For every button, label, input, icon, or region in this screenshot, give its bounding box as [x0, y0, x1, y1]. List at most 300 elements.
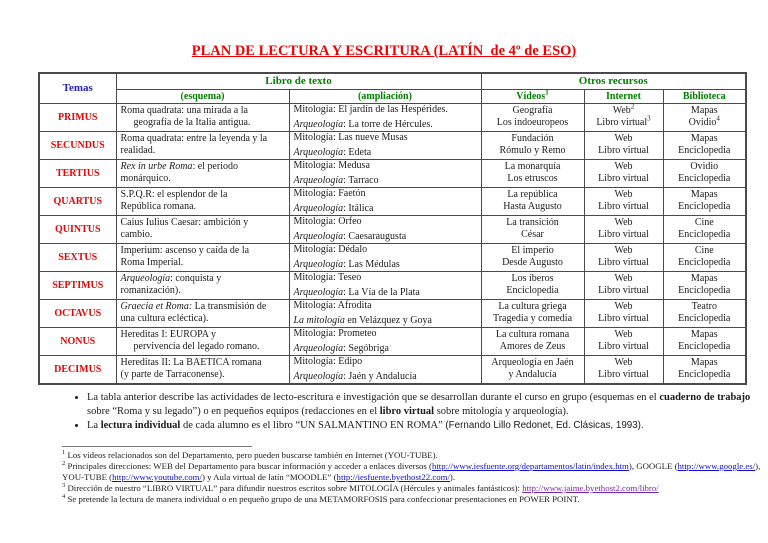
text-run: La transmisión de [192, 301, 267, 312]
text-run: Enciclopedia [678, 369, 731, 380]
cell-videos [481, 159, 584, 187]
tema-label: NONUS [39, 327, 116, 355]
text-run: Caius Iulius Caesar: ambición y [120, 217, 249, 228]
text-run: Mapas [690, 357, 718, 368]
text-line [486, 301, 580, 313]
tema-label: DECIMUS [39, 355, 116, 384]
text-run: ), YOU-TUBE ( [62, 461, 761, 482]
table-row-quintus [39, 215, 746, 243]
text-line [486, 357, 580, 369]
cell-biblioteca [663, 243, 746, 271]
cell-esquema [116, 131, 289, 159]
text-run: : Caesaraugusta [343, 230, 407, 242]
text-line [589, 189, 659, 201]
cell-ampliacion [289, 271, 481, 299]
cell-internet [584, 299, 663, 327]
text-run: Enciclopedia [678, 145, 731, 156]
text-run: Libro virtual [598, 201, 649, 212]
text-line [668, 114, 742, 129]
text-line [589, 341, 659, 353]
text-run: Mapas [690, 133, 718, 144]
text-line [121, 189, 285, 201]
text-run: La república [507, 189, 558, 200]
text-run: : el periodo [192, 161, 238, 172]
text-line [668, 285, 742, 297]
text-run: Ovidio [688, 117, 717, 128]
cell-internet [584, 243, 663, 271]
text-run: Libro virtual [598, 313, 649, 324]
text-line [121, 117, 285, 129]
text-line [121, 217, 285, 229]
cell-videos [481, 271, 584, 299]
text-line [668, 341, 742, 353]
text-line [668, 273, 742, 285]
col-header-ampliacion: (ampliación) [289, 89, 481, 103]
text-line [486, 161, 580, 173]
text-line [121, 161, 285, 173]
text-run: Los indoeuropeos [496, 117, 569, 128]
text-line [121, 257, 285, 269]
text-line [486, 133, 580, 145]
text-run: Principales direcciones: WEB del Departamento para buscar información y acceder a enlaces diversos ( [65, 461, 432, 471]
text-run: 3 [647, 114, 651, 123]
cell-esquema [116, 159, 289, 187]
text-run: Mitología: Prometeo [293, 327, 377, 339]
text-run: pervivencia del legado romano. [133, 341, 260, 352]
text-run: Roma quadrata: una mirada a la [120, 105, 248, 116]
text-line [294, 272, 477, 284]
text-run: Mapas [690, 329, 718, 340]
text-run: de cada alumno es el libro “UN SALMANTINO EN ROMA” [180, 420, 446, 431]
text-line [294, 300, 477, 312]
cell-esquema [116, 243, 289, 271]
text-run: Enciclopedia [506, 285, 559, 296]
text-run: Web [614, 161, 633, 172]
text-line [294, 356, 477, 368]
footnote-item [62, 483, 764, 494]
text-run: Mapas [690, 189, 718, 200]
footnote-link[interactable]: http://www.jaime.byethost2.com/libro/ [522, 483, 659, 493]
footnote-number: 1 [62, 449, 66, 457]
text-line [121, 369, 285, 381]
text-line [668, 173, 742, 185]
cell-ampliacion [289, 159, 481, 187]
text-line [589, 273, 659, 285]
text-run: : conquista y [170, 273, 222, 284]
text-line [589, 173, 659, 185]
text-line [294, 119, 477, 131]
text-line [589, 229, 659, 241]
cell-videos [481, 355, 584, 384]
col-header-libro-de-texto: Libro de texto [116, 73, 481, 89]
cell-internet [584, 131, 663, 159]
text-line [121, 357, 285, 369]
text-line [121, 105, 285, 117]
text-line [121, 313, 285, 325]
text-line [294, 244, 477, 256]
text-run: : La Vía de la Plata [343, 286, 420, 298]
cell-ampliacion [289, 243, 481, 271]
text-run: : Segóbriga [343, 342, 389, 354]
text-line [294, 371, 477, 383]
text-line [294, 175, 477, 187]
text-run: (y parte de Tarraconense). [120, 369, 225, 380]
text-line [486, 245, 580, 257]
text-line [121, 301, 285, 313]
cell-ampliacion [289, 355, 481, 384]
tema-label: SEXTUS [39, 243, 116, 271]
text-run: : Itálica [343, 202, 374, 214]
text-line [486, 369, 580, 381]
text-run: Mitología: Medusa [293, 159, 370, 171]
text-run: Mitología: Orfeo [293, 215, 362, 227]
text-line [589, 285, 659, 297]
text-run: Los íberos [511, 273, 554, 284]
cell-videos [481, 103, 584, 131]
text-line [294, 328, 477, 340]
footnote-link[interactable]: http://www.google.es/ [677, 461, 756, 471]
text-line [589, 245, 659, 257]
footnote-item [62, 494, 764, 505]
cell-esquema [116, 299, 289, 327]
text-run: La mitología [293, 314, 345, 326]
col-header-temas: Temas [39, 73, 116, 103]
text-line [486, 173, 580, 185]
text-run: ). [449, 472, 456, 482]
text-line [121, 229, 285, 241]
text-run: Arqueología [293, 146, 344, 158]
text-run: Arqueología [120, 273, 171, 284]
text-run: Libro virtual [598, 173, 649, 184]
footnote-link[interactable]: http://iesfuente.byethost22.com/ [336, 472, 450, 482]
text-run: Arqueología [293, 286, 344, 298]
table-row-primus [39, 103, 746, 131]
text-run: una cultura ecléctica). [120, 313, 209, 324]
text-line [486, 341, 580, 353]
text-line [121, 341, 285, 353]
text-line [294, 216, 477, 228]
text-run: Arqueología [293, 370, 344, 382]
text-line [668, 245, 742, 257]
footnote-number: 2 [62, 460, 66, 468]
text-line [294, 160, 477, 172]
cell-biblioteca [663, 355, 746, 384]
text-run: Rómulo y Remo [499, 145, 566, 156]
col-header-esquema: (esquema) [116, 89, 289, 103]
cell-biblioteca [663, 159, 746, 187]
text-run: lectura individual [100, 420, 181, 431]
tema-label: OCTAVUS [39, 299, 116, 327]
text-line [121, 245, 285, 257]
cell-internet [584, 159, 663, 187]
table-row-decimus [39, 355, 746, 384]
text-line [294, 104, 477, 116]
text-run: Hereditas I: EUROPA y [120, 329, 216, 340]
text-run: Mitología: Las nueve Musas [293, 131, 408, 143]
text-line [121, 145, 285, 157]
text-run: 4 [716, 114, 720, 123]
text-run: República romana. [120, 201, 197, 212]
text-run: Los etruscos [507, 173, 558, 184]
cell-internet [584, 215, 663, 243]
text-run: Enciclopedia [678, 285, 731, 296]
tema-label: QUINTUS [39, 215, 116, 243]
text-run: S.P.Q.R: el esplendor de la [120, 189, 228, 200]
cell-videos [481, 243, 584, 271]
text-run: Enciclopedia [678, 201, 731, 212]
cell-ampliacion [289, 103, 481, 131]
cell-videos [481, 187, 584, 215]
text-line [486, 189, 580, 201]
table-row-tertius [39, 159, 746, 187]
text-run: geografía de la Italia antigua. [133, 117, 251, 128]
cell-biblioteca [663, 271, 746, 299]
cell-esquema [116, 355, 289, 384]
text-run: Fundación [511, 133, 554, 144]
text-line [668, 369, 742, 381]
text-run: ), GOOGLE ( [628, 461, 678, 471]
text-run: Graecia et Roma: [120, 301, 193, 312]
text-run: (Fernando Lillo Redonet, Ed. Clásicas, 1993). [445, 420, 644, 431]
text-run: Web [614, 357, 633, 368]
col-header-biblioteca: Biblioteca [663, 89, 746, 103]
text-line [589, 145, 659, 157]
text-line [486, 273, 580, 285]
text-run: monárquico. [120, 173, 171, 184]
text-run: Rex in urbe Roma [120, 161, 193, 172]
footnote-link[interactable]: http://www.youtube.com/ [112, 472, 202, 482]
cell-ampliacion [289, 299, 481, 327]
text-line [486, 145, 580, 157]
tema-label: SEPTIMUS [39, 271, 116, 299]
text-run: Se pretende la lectura de manera individual o en pequeño grupo de una METAMORFOSIS para confeccionar presentaciones en POWER POINT. [65, 494, 580, 504]
tema-label: PRIMUS [39, 103, 116, 131]
text-run: La cultura romana [495, 329, 570, 340]
text-run: Mitología: El jardín de las Hespérides. [293, 103, 448, 115]
text-line [486, 285, 580, 297]
text-line [668, 161, 742, 173]
text-line [668, 133, 742, 145]
text-run: Enciclopedia [678, 341, 731, 352]
text-line [668, 257, 742, 269]
text-run: Mitología: Dédalo [293, 243, 368, 255]
text-run: realidad. [120, 145, 156, 156]
text-run: libro virtual [379, 406, 435, 417]
cell-esquema [116, 271, 289, 299]
text-run: Web [614, 273, 633, 284]
text-run: Web [614, 245, 633, 256]
text-line [668, 105, 742, 117]
cell-internet [584, 271, 663, 299]
text-run: 2 [630, 102, 635, 111]
text-run: Web [614, 301, 633, 312]
table-row-secundus [39, 131, 746, 159]
text-line [486, 105, 580, 117]
text-line [486, 117, 580, 129]
text-line [589, 161, 659, 173]
footnote-item [62, 450, 764, 461]
col-header-otros-recursos: Otros recursos [481, 73, 746, 89]
text-line [668, 201, 742, 213]
tema-label: QUARTUS [39, 187, 116, 215]
table-row-sextus [39, 243, 746, 271]
text-line [121, 201, 285, 213]
cell-biblioteca [663, 299, 746, 327]
text-run: César [521, 229, 544, 240]
text-run: Arqueología [293, 202, 344, 214]
tema-label: TERTIUS [39, 159, 116, 187]
text-line [121, 173, 285, 185]
header-row-groups [39, 73, 746, 89]
text-run: Cine [694, 217, 714, 228]
text-run: Enciclopedia [678, 229, 731, 240]
cell-esquema [116, 215, 289, 243]
text-line [589, 217, 659, 229]
text-line [668, 229, 742, 241]
text-run: La transición [506, 217, 559, 228]
notes-list [60, 391, 762, 433]
header-row-subcolumns [39, 89, 746, 103]
text-run: Arqueología [293, 342, 344, 354]
text-line [294, 231, 477, 243]
text-run: Enciclopedia [678, 173, 731, 184]
text-run: Mitología: Edipo [293, 355, 363, 367]
text-run: Mitología: Afrodita [293, 299, 372, 311]
text-line [589, 357, 659, 369]
table-row-octavus [39, 299, 746, 327]
footnote-link[interactable]: http://www.iesfuente.org/departamentos/latin/index.htm [431, 461, 629, 471]
note-item [87, 391, 762, 419]
text-line [668, 329, 742, 341]
text-run: Libro virtual [598, 369, 649, 380]
cell-biblioteca [663, 187, 746, 215]
text-line [294, 203, 477, 215]
text-run: Hasta Augusto [503, 201, 562, 212]
footnote-number: 3 [62, 482, 66, 490]
footnotes [62, 450, 764, 505]
text-line [294, 259, 477, 271]
tema-label: SECUNDUS [39, 131, 116, 159]
cell-esquema [116, 103, 289, 131]
text-line [589, 313, 659, 325]
text-line [589, 133, 659, 145]
text-line [589, 369, 659, 381]
text-run: Enciclopedia [678, 257, 731, 268]
text-run: Libro virtual [596, 117, 648, 128]
text-line [589, 257, 659, 269]
text-run: : Tarraco [343, 174, 379, 186]
text-run: Arqueología en Jaén [491, 357, 574, 368]
text-run: Web [614, 329, 633, 340]
text-line [121, 133, 285, 145]
cell-ampliacion [289, 131, 481, 159]
text-run: La cultura griega [498, 301, 567, 312]
text-run: El imperio [511, 245, 554, 256]
text-run: Roma quadrata: entre la leyenda y la [120, 133, 268, 144]
text-run: Arqueología [293, 118, 344, 130]
text-line [589, 329, 659, 341]
text-line [121, 285, 285, 297]
text-run: La tabla anterior describe las actividades de lecto-escritura e investigación que se desarrollan durante el curso en grupo (esquemas en el [87, 392, 660, 403]
col-header-videos: Vídeos$^1$ [481, 89, 584, 103]
text-run: Arqueología [293, 258, 344, 270]
text-run: La monarquía [504, 161, 561, 172]
text-line [294, 147, 477, 159]
text-run: Hereditas II: La BAETICA romana [120, 357, 262, 368]
text-line [589, 114, 659, 129]
text-line [294, 188, 477, 200]
text-line [486, 257, 580, 269]
text-run: Mitología: Teseo [293, 271, 362, 283]
text-run: Libro virtual [598, 229, 649, 240]
text-run: sobre mitología y arqueología). [434, 406, 569, 417]
text-run: en Velázquez y Goya [344, 314, 432, 326]
text-run: : La torre de Hércules. [343, 118, 433, 130]
text-run: Web [614, 133, 633, 144]
text-line [589, 301, 659, 313]
text-run: Desde Augusto [502, 257, 563, 268]
text-run: Geografía [512, 105, 553, 116]
cell-internet [584, 355, 663, 384]
cell-biblioteca [663, 215, 746, 243]
text-line [121, 273, 285, 285]
text-line [294, 132, 477, 144]
text-line [294, 343, 477, 355]
cell-videos [481, 131, 584, 159]
text-run: Web [614, 189, 633, 200]
text-line [486, 229, 580, 241]
text-line [668, 145, 742, 157]
text-line [668, 217, 742, 229]
text-run: : Las Médulas [343, 258, 400, 270]
text-run: Mitología: Faetón [293, 187, 366, 199]
text-line [121, 329, 285, 341]
text-line [668, 301, 742, 313]
footnote-separator [62, 446, 252, 447]
text-run: Web [614, 217, 633, 228]
table-row-nonus [39, 327, 746, 355]
text-line [294, 287, 477, 299]
text-run: Ovidio [690, 161, 719, 172]
text-line [668, 357, 742, 369]
text-run: Teatro [691, 301, 717, 312]
text-run: Cine [694, 245, 714, 256]
text-line [668, 189, 742, 201]
text-run: Libro virtual [598, 145, 649, 156]
text-line [668, 313, 742, 325]
text-run: Libro virtual [598, 341, 649, 352]
text-run: ) y Aula virtual de latín “MOODLE” ( [201, 472, 337, 482]
text-run: Los vídeos relacionados son del Departamento, pero pueden buscarse también en Internet (YOU-TUBE). [65, 450, 438, 460]
text-run: Libro virtual [598, 285, 649, 296]
text-run: Roma Imperial. [120, 257, 184, 268]
text-run: Amores de Zeus [499, 341, 566, 352]
col-header-internet: Internet [584, 89, 663, 103]
text-run: Arqueología [293, 230, 344, 242]
footnote-item [62, 461, 764, 483]
cell-internet [584, 103, 663, 131]
cell-esquema [116, 327, 289, 355]
text-run: : Jaén y Andalucía [343, 370, 417, 382]
cell-ampliacion [289, 215, 481, 243]
text-run: : Edeta [343, 146, 372, 158]
cell-videos [481, 215, 584, 243]
text-run: Arqueología [293, 174, 344, 186]
cell-esquema [116, 187, 289, 215]
text-run: cambio. [120, 229, 153, 240]
text-line [486, 313, 580, 325]
cell-internet [584, 187, 663, 215]
